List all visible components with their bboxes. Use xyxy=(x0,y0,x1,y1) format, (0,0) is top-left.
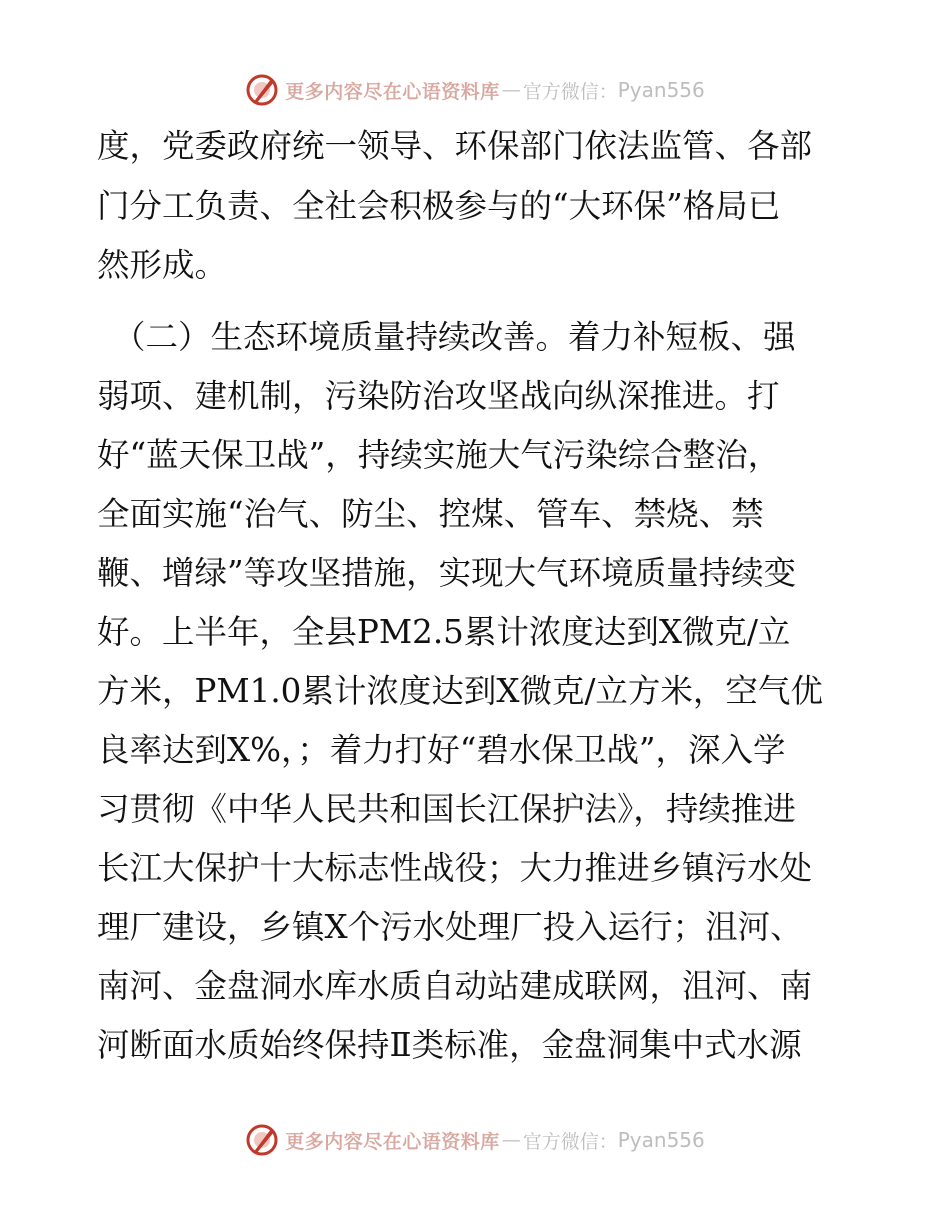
body-line: 弱项、建机制，污染防治攻坚战向纵深推进。打 xyxy=(97,377,780,415)
brand-logo-icon xyxy=(245,1123,279,1157)
brand-logo-icon xyxy=(245,73,279,107)
body-line: 南河、金盘洞水库水质自动站建成联网，沮河、南 xyxy=(97,967,813,1005)
body-line: （二）生态环境质量持续改善。着力补短板、强 xyxy=(113,318,796,356)
body-line: 全面实施“治气、防尘、控煤、管车、禁烧、禁 xyxy=(97,495,764,533)
watermark-brand: 更多内容尽在心语资料库 xyxy=(285,1130,500,1153)
body-line: 习贯彻《中华人民共和国长江保护法》，持续推进 xyxy=(97,790,796,828)
watermark-dash: — xyxy=(501,1129,521,1151)
watermark-label: 官方微信： xyxy=(522,1130,618,1153)
body-line: 然形成。 xyxy=(97,246,228,284)
footer-watermark xyxy=(0,1120,950,1160)
watermark-label: 官方微信： xyxy=(522,80,618,103)
body-line: 良率达到X%，；着力打好“碧水保卫战”，深入学 xyxy=(97,731,786,769)
watermark-dash: — xyxy=(501,79,521,101)
body-line: 好。上半年，全县PM2.5累计浓度达到X微克/立 xyxy=(97,613,791,651)
body-line: 门分工负责、全社会积极参与的“大环保”格局已 xyxy=(97,187,781,225)
watermark-brand: 更多内容尽在心语资料库 xyxy=(285,80,500,103)
body-line: 度，党委政府统一领导、环保部门依法监管、各部 xyxy=(97,127,813,165)
body-line: 河断面水质始终保持Ⅱ类标准，金盘洞集中式水源 xyxy=(97,1026,802,1064)
body-line: 理厂建设，乡镇X个污水处理厂投入运行；沮河、 xyxy=(97,908,803,946)
watermark-id: Pyan556 xyxy=(617,78,705,102)
header-watermark xyxy=(0,70,950,110)
watermark-id: Pyan556 xyxy=(617,1128,705,1152)
body-line: 方米，PM1.0累计浓度达到X微克/立方米，空气优 xyxy=(97,672,823,710)
body-line: 好“蓝天保卫战”，持续实施大气污染综合整治， xyxy=(97,436,781,474)
body-line: 鞭、增绿”等攻坚措施，实现大气环境质量持续变 xyxy=(97,554,797,592)
body-line: 长江大保护十大标志性战役；大力推进乡镇污水处 xyxy=(97,849,813,887)
